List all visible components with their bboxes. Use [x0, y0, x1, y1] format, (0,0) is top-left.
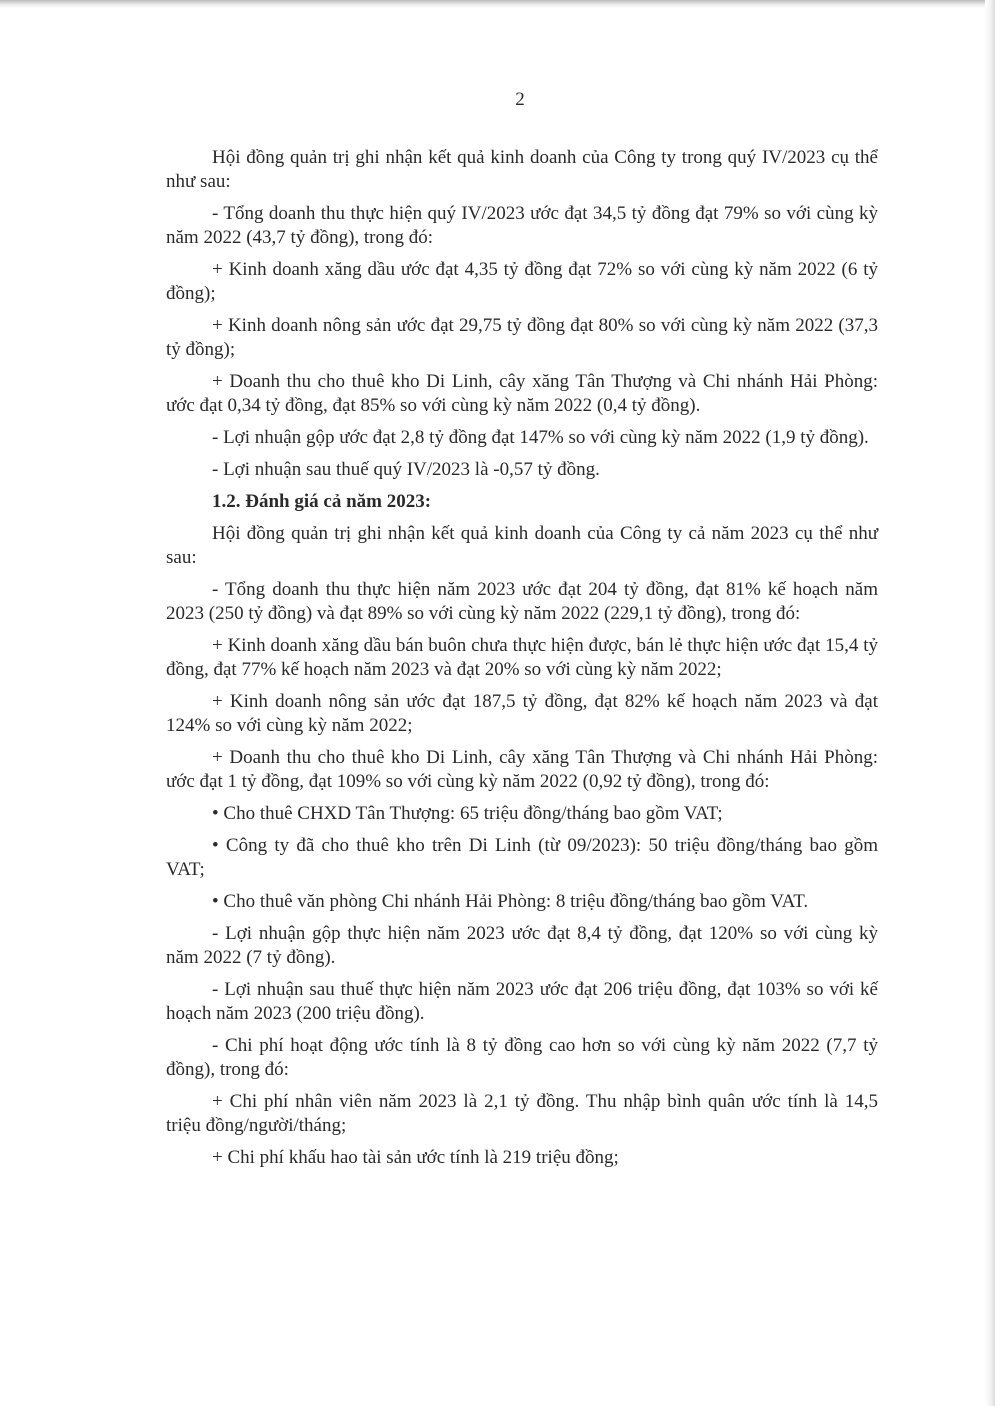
year-net-profit-item: - Lợi nhuận sau thuế thực hiện năm 2023 ước đạt 206 triệu đồng, đạt 103% so với kế hoạch năm 2023 (200 triệu đồng).	[166, 979, 878, 1024]
intro-q4-paragraph: Hội đồng quản trị ghi nhận kết quả kinh doanh của Công ty trong quý IV/2023 cụ thể như sau:	[166, 147, 878, 192]
rental-tan-thuong-item: • Cho thuê CHXD Tân Thượng: 65 triệu đồng/tháng bao gồm VAT;	[212, 803, 723, 824]
page-number: 2	[515, 89, 525, 110]
rental-hai-phong-item: • Cho thuê văn phòng Chi nhánh Hải Phòng: 8 triệu đồng/tháng bao gồm VAT.	[212, 891, 809, 912]
scan-edge-right	[985, 0, 995, 1406]
intro-2023-paragraph: Hội đồng quản trị ghi nhận kết quả kinh doanh của Công ty cả năm 2023 cụ thể như sau:	[166, 523, 878, 568]
document-body	[166, 146, 878, 1178]
q4-fuel-revenue-item: + Kinh doanh xăng dầu ước đạt 4,35 tỷ đồng đạt 72% so với cùng kỳ năm 2022 (6 tỷ đồng);	[166, 259, 878, 304]
q4-rental-revenue-item: + Doanh thu cho thuê kho Di Linh, cây xăng Tân Thượng và Chi nhánh Hải Phòng: ước đạt 0,34 tỷ đồng, đạt 85% so với cùng kỳ năm 2022 (0,4 tỷ đồng).	[166, 371, 878, 416]
section-heading-2023: 1.2. Đánh giá cả năm 2023:	[212, 491, 432, 512]
q4-gross-profit-item: - Lợi nhuận gộp ước đạt 2,8 tỷ đồng đạt 147% so với cùng kỳ năm 2022 (1,9 tỷ đồng).	[212, 427, 869, 448]
year-rental-revenue-item: + Doanh thu cho thuê kho Di Linh, cây xăng Tân Thượng và Chi nhánh Hải Phòng: ước đạt 1 tỷ đồng, đạt 109% so với cùng kỳ năm 2022 (0,92 tỷ đồng), trong đó:	[166, 747, 878, 792]
year-fuel-revenue-item: + Kinh doanh xăng dầu bán buôn chưa thực hiện được, bán lẻ thực hiện ước đạt 15,4 tỷ đồng, đạt 77% kế hoạch năm 2023 và đạt 20% so với cùng kỳ năm 2022;	[166, 635, 878, 680]
year-agri-revenue-item: + Kinh doanh nông sản ước đạt 187,5 tỷ đồng, đạt 82% kế hoạch năm 2023 và đạt 124% so với cùng kỳ năm 2022;	[166, 691, 878, 736]
q4-net-profit-item: - Lợi nhuận sau thuế quý IV/2023 là -0,57 tỷ đồng.	[212, 459, 600, 480]
q4-agri-revenue-item: + Kinh doanh nông sản ước đạt 29,75 tỷ đồng đạt 80% so với cùng kỳ năm 2022 (37,3 tỷ đồng);	[166, 315, 878, 360]
year-total-revenue-item: - Tổng doanh thu thực hiện năm 2023 ước đạt 204 tỷ đồng, đạt 81% kế hoạch năm 2023 (250 tỷ đồng) và đạt 89% so với cùng kỳ năm 2022 (229,1 tỷ đồng), trong đó:	[166, 579, 878, 624]
depreciation-cost-item: + Chi phí khấu hao tài sản ước tính là 219 triệu đồng;	[212, 1147, 619, 1168]
year-gross-profit-item: - Lợi nhuận gộp thực hiện năm 2023 ước đạt 8,4 tỷ đồng, đạt 120% so với cùng kỳ năm 2022 (7 tỷ đồng).	[166, 923, 878, 968]
scan-edge-top	[0, 0, 995, 8]
rental-di-linh-item: • Công ty đã cho thuê kho trên Di Linh (từ 09/2023): 50 triệu đồng/tháng bao gồm VAT;	[166, 835, 878, 880]
q4-total-revenue-item: - Tổng doanh thu thực hiện quý IV/2023 ước đạt 34,5 tỷ đồng đạt 79% so với cùng kỳ năm 2022 (43,7 tỷ đồng), trong đó:	[166, 203, 878, 248]
staff-cost-item: + Chi phí nhân viên năm 2023 là 2,1 tỷ đồng. Thu nhập bình quân ước tính là 14,5 triệu đồng/người/tháng;	[166, 1091, 878, 1136]
year-operating-cost-item: - Chi phí hoạt động ước tính là 8 tỷ đồng cao hơn so với cùng kỳ năm 2022 (7,7 tỷ đồng), trong đó:	[166, 1035, 878, 1080]
